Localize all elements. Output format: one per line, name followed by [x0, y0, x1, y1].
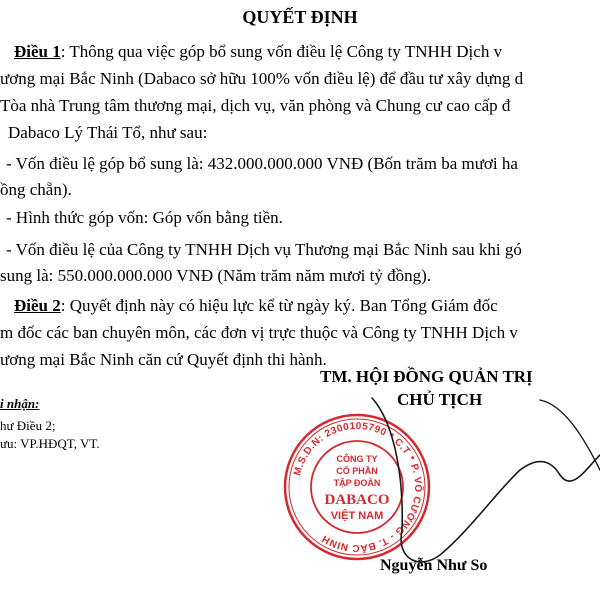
article2-line1 — [14, 296, 498, 316]
document-title: QUYẾT ĐỊNH — [242, 7, 358, 27]
article1-label: Điều 1 — [14, 42, 61, 61]
seal-center-line5: VIỆT NAM — [330, 510, 384, 522]
article2-line3: ương mại Bắc Ninh căn cứ Quyết định thi hành. — [0, 350, 327, 369]
article1-bullet2: - Hình thức góp vốn: Góp vốn bằng tiền. — [6, 208, 283, 227]
seal-center-line3: TẬP ĐOÀN — [333, 478, 381, 488]
recipients-item1: hư Điều 2; — [0, 418, 56, 433]
seal-center-line1: CÔNG TY — [336, 454, 378, 464]
signature-subtitle: CHỦ TỊCH — [397, 390, 483, 409]
article2-text1: : Quyết định này có hiệu lực kể từ ngày ký. Ban Tổng Giám đốc — [60, 296, 498, 315]
seal-ring-text: M.S.D.N: 2300105790 * C.T * P. VÕ CƯỜNG - T. BẮC NINH — [292, 420, 424, 554]
article1-line2: ương mại Bắc Ninh (Dabaco sở hữu 100% vốn điều lệ) để đầu tư xây dựng d — [0, 69, 524, 88]
article1-bullet1-line1: - Vốn điều lệ góp bổ sung là: 432.000.000.000 VNĐ (Bốn trăm ba mươi ha — [6, 154, 518, 173]
article1-bullet1-line2: ồng chẵn). — [0, 180, 72, 199]
article2-label: Điều 2 — [14, 296, 61, 315]
company-seal — [282, 412, 432, 562]
article1-line3: Tòa nhà Trung tâm thương mại, dịch vụ, văn phòng và Chung cư cao cấp đ — [0, 96, 511, 115]
recipients-title: i nhận: — [0, 396, 40, 411]
signature-title: TM. HỘI ĐỒNG QUẢN TRỊ — [320, 367, 533, 386]
article1-line1 — [14, 42, 502, 62]
article2-line2: m đốc các ban chuyên môn, các đơn vị trực thuộc và Công ty TNHH Dịch v — [0, 323, 518, 342]
article1-line4: Dabaco Lý Thái Tổ, như sau: — [8, 123, 208, 142]
article1-text1: : Thông qua việc góp bổ sung vốn điều lệ Công ty TNHH Dịch v — [60, 42, 503, 61]
seal-center-line2: CỔ PHẦN — [336, 466, 378, 476]
seal-center-line4: DABACO — [324, 492, 390, 508]
article1-bullet3-line1: - Vốn điều lệ của Công ty TNHH Dịch vụ Thương mại Bắc Ninh sau khi gó — [6, 240, 522, 259]
signer-name: Nguyễn Như So — [380, 557, 488, 574]
recipients-item2: ưu: VP.HĐQT, VT. — [0, 436, 100, 451]
article1-bullet3-line2: sung là: 550.000.000.000 VNĐ (Năm trăm năm mươi tỷ đồng). — [0, 266, 432, 285]
